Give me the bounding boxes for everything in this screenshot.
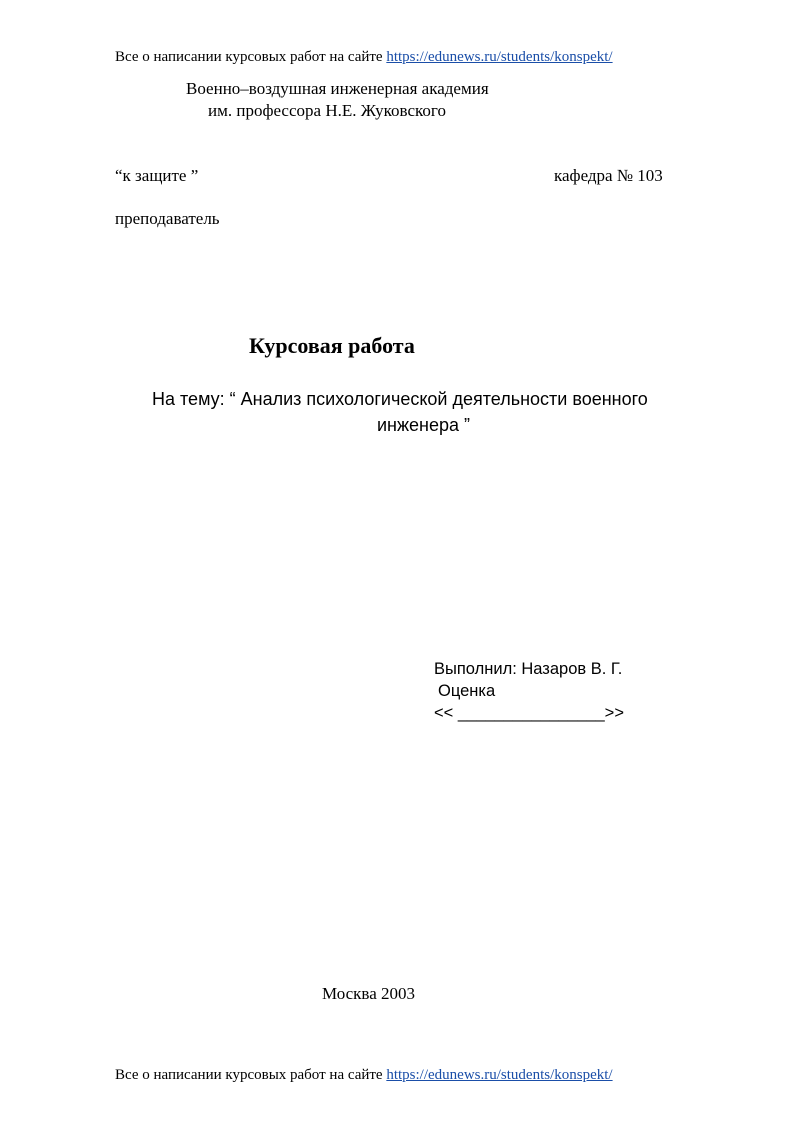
header-prefix: Все о написании курсовых работ на сайте — [115, 49, 387, 65]
academy-name-line1: Военно–воздушная инженерная академия — [186, 79, 489, 98]
grade-label: Оценка — [438, 682, 496, 700]
teacher-label: преподаватель — [115, 209, 220, 228]
theme-line1: На тему: “ Анализ психологической деятельности военного — [152, 389, 648, 409]
page-header-line — [115, 50, 613, 65]
footer-prefix: Все о написании курсовых работ на сайте — [115, 1067, 387, 1083]
footer-site-link[interactable]: https://edunews.ru/students/konspekt/ — [386, 1067, 613, 1083]
page-footer-line — [115, 1068, 613, 1083]
performed-by-line: Выполнил: Назаров В. Г. — [434, 660, 623, 678]
defense-approval-label: “к защите ” — [115, 166, 199, 185]
header-site-link[interactable]: https://edunews.ru/students/konspekt/ — [386, 49, 613, 65]
document-title: Курсовая работа — [249, 333, 415, 358]
grade-blank: << ________________>> — [434, 704, 624, 722]
theme-line2: инженера ” — [377, 415, 471, 435]
department-label: кафедра № 103 — [554, 166, 663, 185]
city-year: Москва 2003 — [322, 984, 416, 1003]
academy-name-line2: им. профессора Н.Е. Жуковского — [208, 101, 446, 120]
